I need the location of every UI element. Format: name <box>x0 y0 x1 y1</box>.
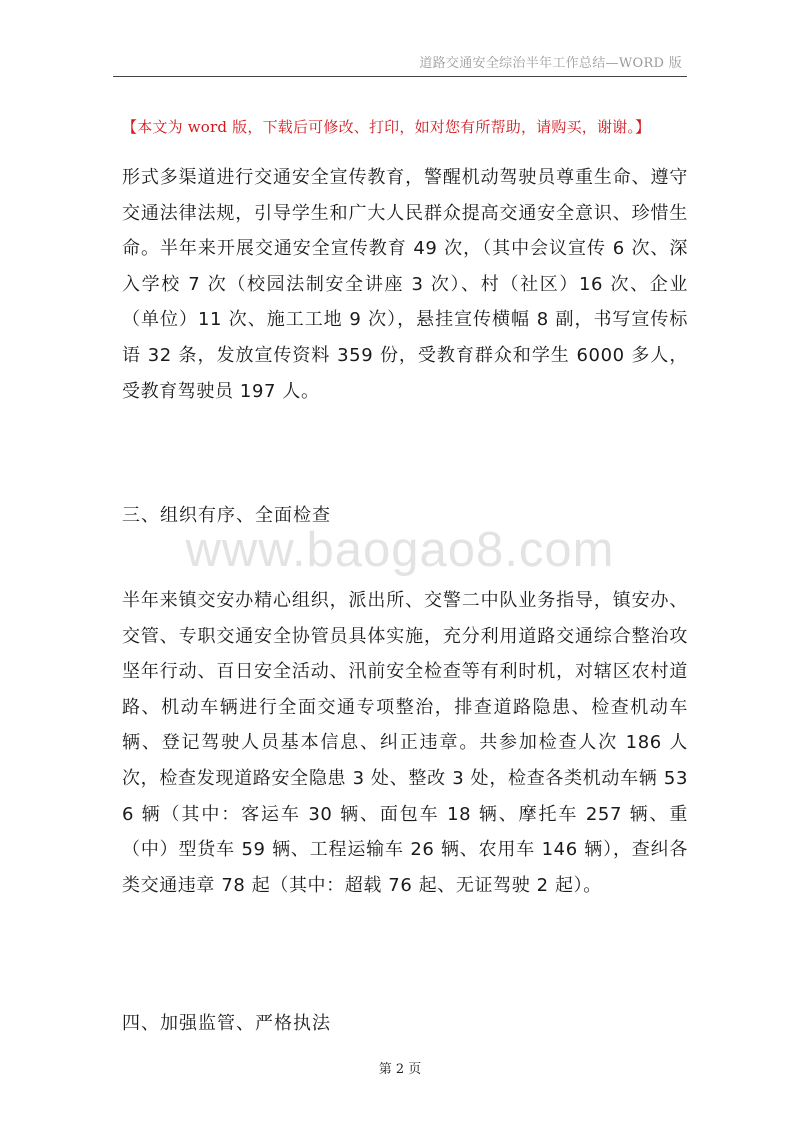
header-divider <box>113 76 687 77</box>
section-heading-enforcement: 四、加强监管、严格执法 <box>122 1013 331 1034</box>
body-paragraph-inspection: 半年来镇交安办精心组织，派出所、交警二中队业务指导，镇安办、交管、专职交通安全协管员具体实施，充分利用道路交通综合整治攻坚年行动、百日安全活动、汛前安全检查等有利时机，对辖区农村道路、机动车辆进行全面交通专项整治，排查道路隐患、检查机动车辆、登记驾驶人员基本信息、纠正违章。共参加检查人次 186 人次，检查发现道路安全隐患 3 处、整改 3 处，检查各类机动车辆 536 辆（其中：客运车 30 辆、面包车 18 辆、摩托车 257 辆、重（中）型货车 59 辆、工程运输车 26 辆、农用车 146 辆），查纠各类交通违章 78 起（其中：超载 76 起、无证驾驶 2 起）。 <box>122 590 688 896</box>
download-notice: 【本文为 word 版，下载后可修改、打印，如对您有所帮助，请购买，谢谢。】 <box>122 118 651 136</box>
document-header-title: 道路交通安全综治半年工作总结—WORD 版 <box>419 56 682 71</box>
watermark: www.baogao8.com <box>185 523 615 577</box>
body-paragraph-publicity: 形式多渠道进行交通安全宣传教育，警醒机动驾驶员尊重生命、遵守交通法律法规，引导学生和广大人民群众提高交通安全意识、珍惜生命。半年来开展交通安全宣传教育 49 次，（其中会议宣传 6 次、深入学校 7 次（校园法制安全讲座 3 次）、村（社区）16 次、企业（单位）11 次、施工工地 9 次），悬挂宣传横幅 8 副，书写宣传标语 32 条，发放宣传资料 359 份，受教育群众和学生 6000 多人，受教育驾驶员 197 人。 <box>122 167 688 402</box>
section-heading-inspection: 三、组织有序、全面检查 <box>122 505 331 526</box>
page-number: 第 2 页 <box>378 1062 422 1077</box>
